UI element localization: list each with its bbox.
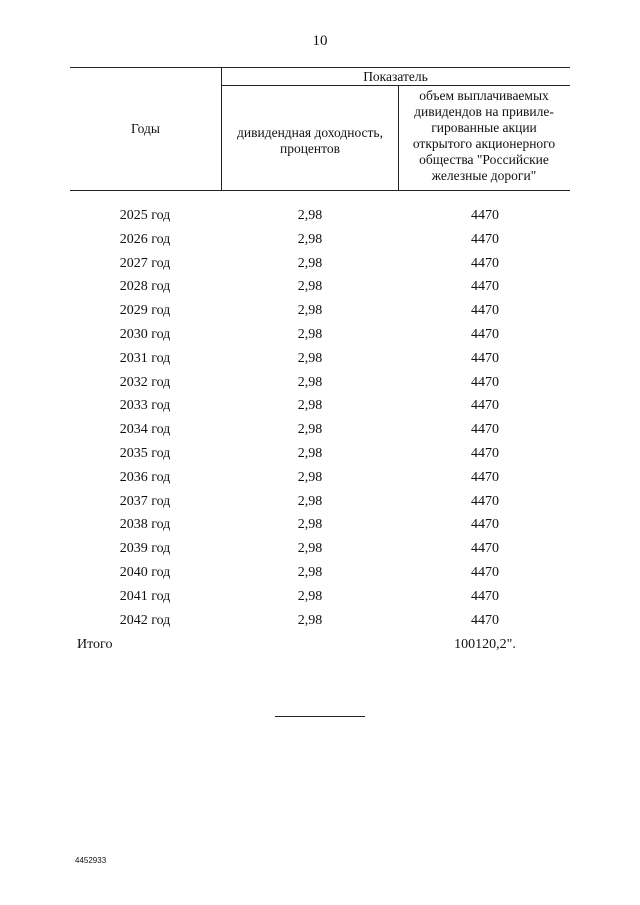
yield-cell: 2,98: [297, 469, 323, 485]
volume-cell: 4470: [471, 446, 499, 461]
volume-cell: 4470: [471, 255, 499, 271]
table-row: [0, 279, 640, 301]
volume-cell: 4470: [471, 493, 499, 509]
document-code: 4452933: [75, 856, 107, 865]
yield-cell: 2,98: [297, 565, 323, 580]
yield-cell: 2,98: [297, 517, 323, 533]
table-row: [0, 232, 640, 254]
table-row: [0, 422, 640, 444]
table-row: [0, 327, 640, 349]
header-years: Годы: [131, 121, 160, 136]
year-cell: 2028 год: [119, 279, 171, 295]
table-row: [0, 303, 640, 325]
total-label: Итого: [77, 637, 113, 652]
yield-cell: 2,98: [297, 374, 323, 390]
year-cell: 2029 год: [119, 303, 171, 319]
year-cell: 2025 год: [119, 208, 171, 223]
table-row: [0, 446, 640, 468]
group-header: Показатель: [363, 69, 428, 84]
yield-cell: 2,98: [297, 493, 323, 509]
year-cell: 2027 год: [119, 255, 171, 271]
year-cell: 2035 год: [119, 446, 171, 461]
table-row: [0, 589, 640, 611]
table-row: [0, 398, 640, 420]
year-cell: 2036 год: [119, 469, 171, 485]
column-divider-2: [398, 85, 399, 190]
page-number: 10: [312, 33, 328, 49]
table-row: [0, 256, 640, 278]
table-row: [0, 375, 640, 397]
yield-cell: 2,98: [297, 231, 323, 247]
yield-cell: 2,98: [297, 541, 323, 557]
table-top-rule: [70, 67, 570, 68]
volume-cell: 4470: [471, 588, 499, 604]
year-cell: 2037 год: [119, 493, 171, 509]
year-cell: 2026 год: [119, 231, 171, 247]
volume-cell: 4470: [471, 374, 499, 390]
yield-cell: 2,98: [297, 612, 323, 628]
header-dividend-volume: объем выплачиваемых дивидендов на привиле-гированные акции открытого акционерного общества "Российские железные дороги": [412, 88, 556, 183]
volume-cell: 4470: [471, 350, 499, 366]
table-row: [0, 494, 640, 516]
year-cell: 2030 год: [119, 327, 171, 342]
volume-cell: 4470: [471, 208, 499, 223]
yield-cell: 2,98: [297, 422, 323, 438]
column-divider-1: [221, 67, 222, 190]
header-dividend-yield: дивидендная доходность, процентов: [237, 125, 383, 156]
total-value: 100120,2".: [454, 637, 516, 652]
yield-cell: 2,98: [297, 398, 323, 414]
table-row: [0, 517, 640, 539]
volume-cell: 4470: [471, 231, 499, 247]
yield-cell: 2,98: [297, 279, 323, 295]
year-cell: 2032 год: [119, 374, 171, 390]
volume-cell: 4470: [471, 327, 499, 342]
table-row: [0, 470, 640, 492]
volume-cell: 4470: [471, 422, 499, 438]
group-header-rule: [221, 85, 570, 86]
yield-cell: 2,98: [297, 303, 323, 319]
volume-cell: 4470: [471, 565, 499, 580]
year-cell: 2034 год: [119, 422, 171, 438]
year-cell: 2039 год: [119, 541, 171, 557]
volume-cell: 4470: [471, 612, 499, 628]
table-row: [0, 541, 640, 563]
yield-cell: 2,98: [297, 446, 323, 461]
year-cell: 2033 год: [119, 398, 171, 414]
yield-cell: 2,98: [297, 255, 323, 271]
year-cell: 2038 год: [119, 517, 171, 533]
yield-cell: 2,98: [297, 208, 323, 223]
volume-cell: 4470: [471, 279, 499, 295]
year-cell: 2041 год: [119, 588, 171, 604]
volume-cell: 4470: [471, 303, 499, 319]
table-row: [0, 565, 640, 587]
volume-cell: 4470: [471, 398, 499, 414]
table-row: [0, 613, 640, 635]
table-row: [0, 208, 640, 230]
volume-cell: 4470: [471, 469, 499, 485]
table-row: [0, 351, 640, 373]
header-bottom-rule: [70, 190, 570, 191]
volume-cell: 4470: [471, 541, 499, 557]
year-cell: 2042 год: [119, 612, 171, 628]
yield-cell: 2,98: [297, 327, 323, 342]
yield-cell: 2,98: [297, 588, 323, 604]
yield-cell: 2,98: [297, 350, 323, 366]
year-cell: 2031 год: [119, 350, 171, 366]
volume-cell: 4470: [471, 517, 499, 533]
end-divider: [275, 716, 365, 717]
year-cell: 2040 год: [119, 565, 171, 580]
